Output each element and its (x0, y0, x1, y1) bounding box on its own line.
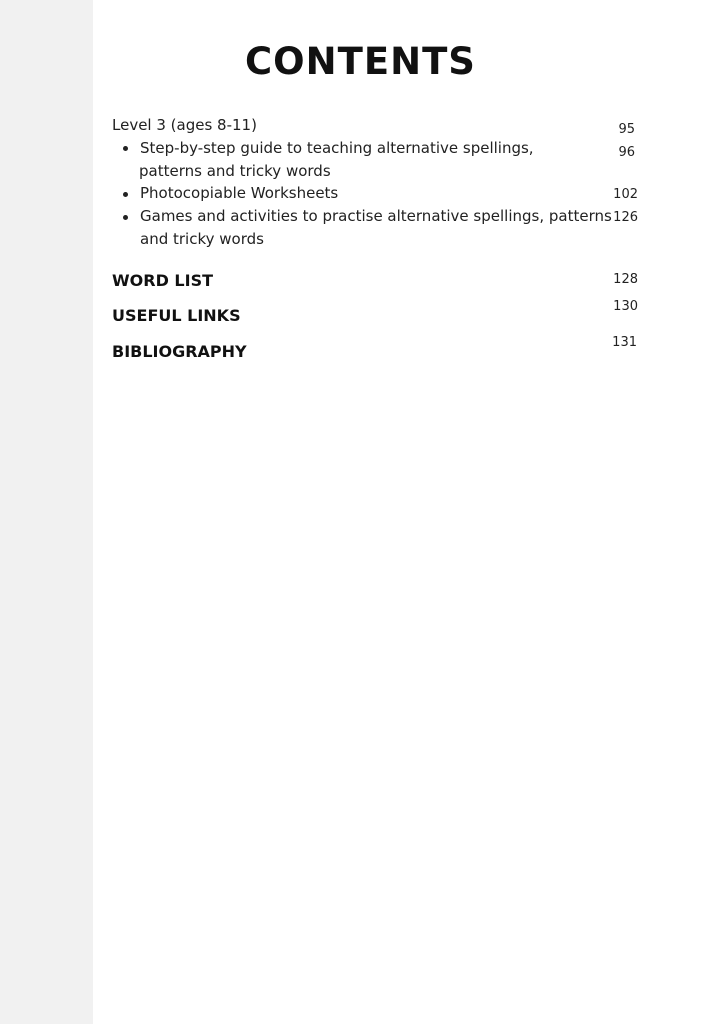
toc-item-step-by-step-line2: patterns and tricky words (139, 162, 331, 180)
toc-item-step-by-step-line1: Step-by-step guide to teaching alternative spellings, (140, 139, 534, 157)
toc-section-word-list: WORD LIST (112, 271, 214, 290)
toc-section-bibliography: BIBLIOGRAPHY (112, 342, 247, 361)
contents-page (93, 0, 724, 1024)
toc-level-page: 95 (618, 122, 635, 137)
toc-section-bibliography-page: 131 (612, 335, 637, 350)
toc-item-games-line1: Games and activities to practise alternative spellings, patterns (140, 207, 612, 225)
left-margin-strip (0, 0, 93, 1024)
toc-section-useful-links-page: 130 (613, 299, 638, 314)
page-title: CONTENTS (245, 40, 476, 83)
toc-item-games-page: 126 (613, 210, 638, 225)
bullet-icon (123, 215, 128, 220)
toc-item-worksheets-page: 102 (613, 187, 638, 202)
toc-section-word-list-page: 128 (613, 272, 638, 287)
bullet-icon (123, 192, 128, 197)
toc-item-step-by-step-page: 96 (618, 145, 635, 160)
toc-level-label: Level 3 (ages 8-11) (112, 116, 257, 134)
toc-item-games-line2: and tricky words (140, 230, 264, 248)
bullet-icon (123, 146, 128, 151)
toc-section-useful-links: USEFUL LINKS (112, 306, 241, 325)
toc-item-worksheets: Photocopiable Worksheets (140, 184, 339, 202)
